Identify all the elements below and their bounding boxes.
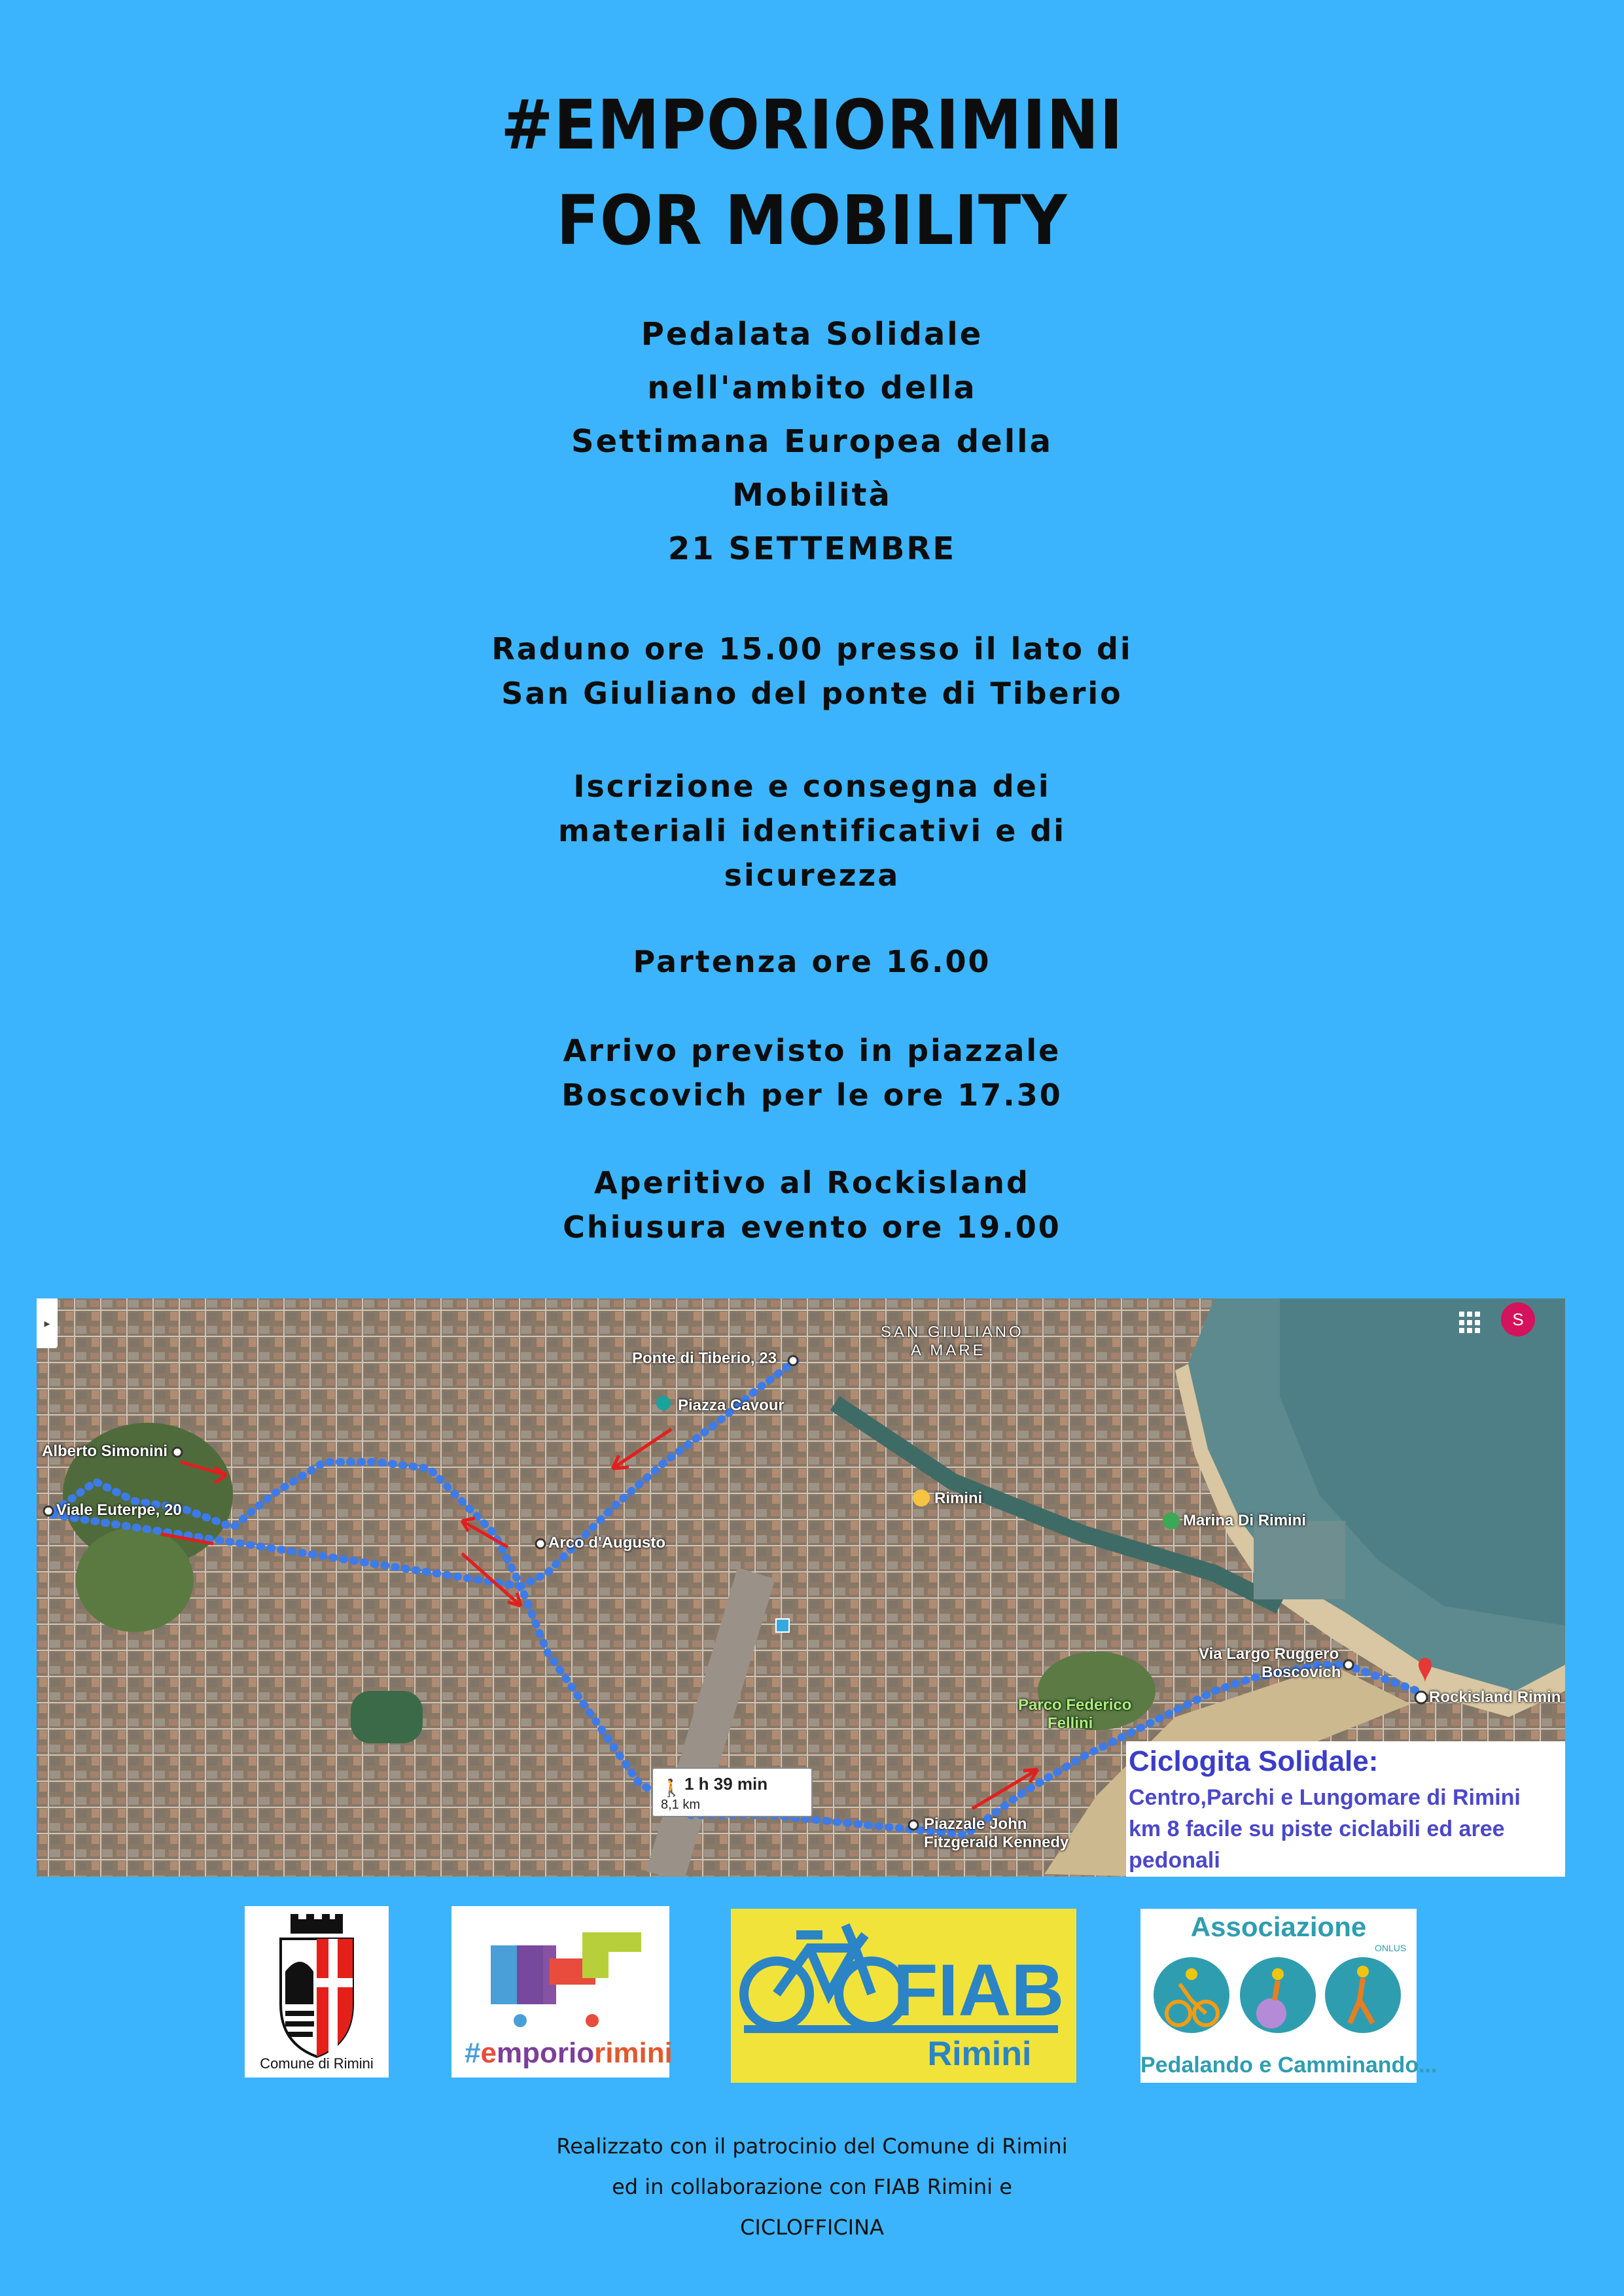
route-info-box — [1126, 1741, 1565, 1877]
map-label-boscovich: Boscovich — [1262, 1663, 1341, 1681]
raduno-info — [0, 627, 1624, 716]
arrivo-line: Arrivo previsto in piazzale — [563, 1033, 1061, 1068]
fiab-rimini-logo — [731, 1909, 1076, 2083]
route-distance: 8,1 km — [661, 1798, 701, 1812]
assoc-onlus: ONLUS — [1375, 1943, 1407, 1953]
route-info-line: Centro,Parchi e Lungomare di Rimini — [1129, 1785, 1521, 1810]
footer-line: ed in collaborazione con FIAB Rimini e — [612, 2174, 1012, 2199]
map-label-ponte: Ponte di Tiberio, 23 — [632, 1349, 777, 1367]
title-line-1: #EMPORIORIMINI — [501, 85, 1123, 165]
emporio-e: e — [480, 2037, 497, 2069]
route-info-line: km 8 facile su piste ciclabili ed aree — [1129, 1817, 1505, 1841]
route-end — [1345, 1665, 1417, 1691]
fiab-wordmark: FIAB — [893, 1949, 1065, 2031]
map-label-a-mare: A MARE — [911, 1342, 986, 1359]
emporio-end: rimini — [594, 2037, 673, 2069]
raduno-line: Raduno ore 15.00 presso il lato di — [491, 631, 1133, 667]
iscrizione-line: sicurezza — [724, 858, 900, 893]
route-info-body — [1129, 1782, 1561, 1876]
map-label-viale-euterpe: Viale Euterpe, 20 — [56, 1501, 182, 1519]
subtitle-line: Settimana Europea della — [571, 423, 1053, 460]
event-subtitle — [0, 307, 1624, 576]
partenza-line: Partenza ore 16.00 — [633, 944, 991, 979]
expand-panel-button[interactable] — [37, 1298, 58, 1348]
assoc-subtitle: Pedalando e Camminando... — [1140, 2053, 1438, 2078]
event-date: 21 SETTEMBRE — [667, 531, 957, 567]
footer-line: Realizzato con il patrocinio del Comune di Rimini — [556, 2134, 1068, 2159]
map-label-via-largo: Via Largo Ruggero — [1199, 1645, 1339, 1663]
destination-pin-icon — [1419, 1658, 1432, 1684]
aperitivo-line: Chiusura evento ore 19.00 — [563, 1209, 1061, 1245]
subtitle-line: Pedalata Solidale — [641, 316, 983, 353]
map-label-rockisland: Rockisland Rimin — [1429, 1688, 1561, 1706]
emporio-mid: mporio — [496, 2037, 595, 2069]
associazione-logo — [1140, 1909, 1438, 2083]
iscrizione-line: Iscrizione e consegna dei — [573, 769, 1051, 804]
route-info-title: Ciclogita Solidale: — [1129, 1745, 1379, 1777]
route-duration-card[interactable] — [652, 1767, 813, 1817]
map-label-arco: Arco d'Augusto — [548, 1534, 666, 1552]
subtitle-line: Mobilità — [732, 477, 892, 513]
assoc-title: Associazione — [1190, 1911, 1367, 1942]
apps-grid-icon[interactable] — [1459, 1312, 1481, 1334]
chevron-right-icon: ▸ — [44, 1316, 50, 1331]
direction-arrows — [161, 1429, 1038, 1809]
map-label-fellini: Fellini — [1048, 1714, 1093, 1732]
map-label-alberto: Alberto Simonini — [42, 1442, 168, 1460]
route-map[interactable] — [37, 1298, 1565, 1877]
walking-icon: 🚶 — [661, 1778, 682, 1798]
partenza-info — [0, 939, 1624, 984]
emporio-rimini-logo — [451, 1906, 673, 2078]
title-line-2: FOR MOBILITY — [556, 181, 1068, 260]
footer-line: CICLOFFICINA — [740, 2215, 884, 2240]
comune-rimini-logo — [245, 1906, 389, 2078]
emporio-wordmark — [465, 2037, 673, 2070]
map-label-san-giuliano: SAN GIULIANO — [881, 1323, 1024, 1341]
raduno-line: San Giuliano del ponte di Tiberio — [501, 676, 1123, 711]
arrivo-info — [0, 1028, 1624, 1117]
map-label-marina: Marina Di Rimini — [1183, 1512, 1307, 1529]
map-label-rimini: Rimini — [934, 1489, 983, 1507]
fiab-city: Rimini — [927, 2035, 1032, 2073]
iscrizione-line: materiali identificativi e di — [557, 813, 1067, 848]
credits-footer — [0, 2126, 1624, 2248]
avatar[interactable]: S — [1501, 1302, 1535, 1336]
emporio-hash: # — [465, 2037, 481, 2069]
subtitle-line: nell'ambito della — [647, 370, 977, 406]
page-title — [65, 77, 1559, 268]
map-label-piazzale-2: Fitzgerald Kennedy — [924, 1834, 1069, 1851]
map-label-parco: Parco Federico — [1018, 1696, 1132, 1714]
arrivo-line: Boscovich per le ore 17.30 — [561, 1077, 1063, 1113]
route-info-line: pedonali — [1129, 1848, 1220, 1873]
route-duration: 1 h 39 min — [684, 1774, 768, 1794]
aperitivo-line: Aperitivo al Rockisland — [594, 1165, 1030, 1200]
aperitivo-info — [0, 1160, 1624, 1249]
comune-label: Comune di Rimini — [260, 2055, 374, 2072]
map-label-piazza-cavour: Piazza Cavour — [678, 1397, 785, 1414]
map-label-piazzale-1: Piazzale John — [924, 1815, 1027, 1833]
iscrizione-info — [0, 764, 1624, 897]
rimini-crest-icon — [245, 1906, 389, 2078]
